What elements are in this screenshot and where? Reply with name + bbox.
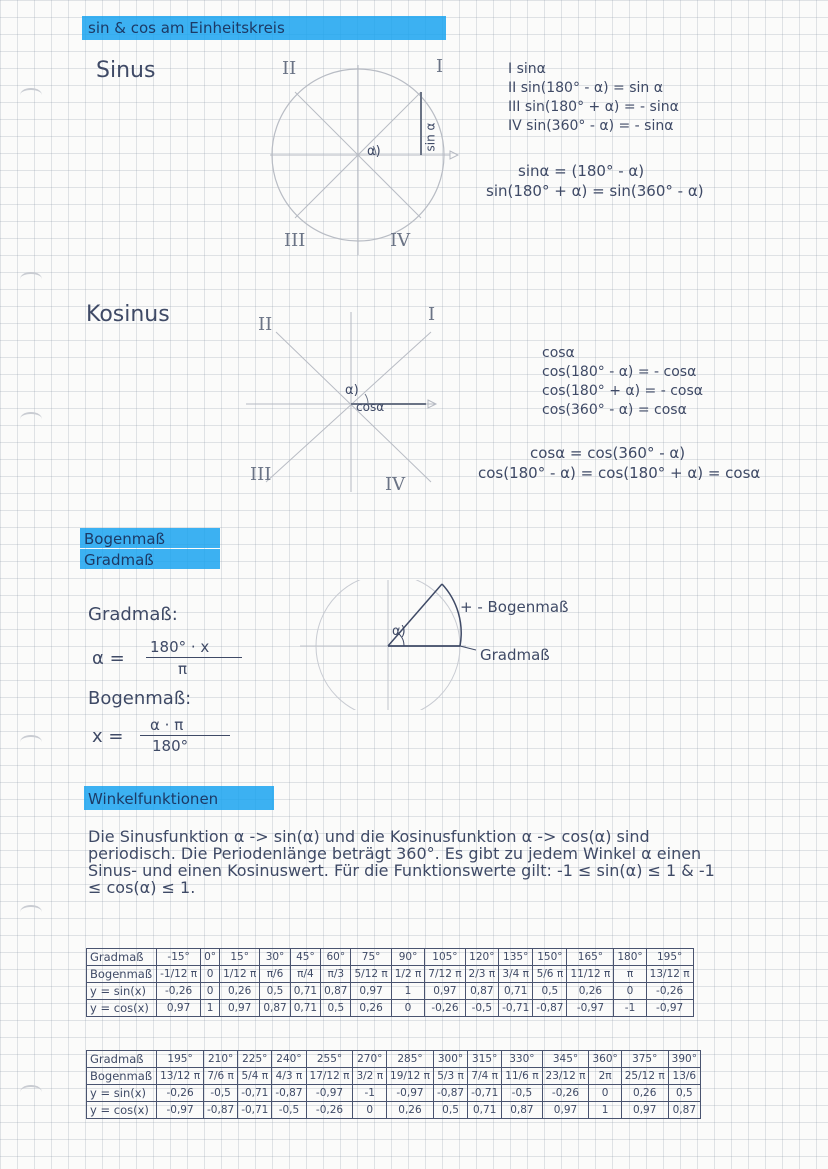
- table2-row-label: Gradmaß: [87, 1051, 157, 1068]
- table2-cell: 300°: [433, 1051, 467, 1068]
- table1-cell: 11/12 π: [567, 966, 614, 983]
- table2-cell: -0,26: [542, 1085, 589, 1102]
- table2-row-label: Bogenmaß: [87, 1068, 157, 1085]
- table2-cell: 0,97: [542, 1102, 589, 1119]
- table1-cell: 0,5: [321, 1000, 351, 1017]
- table2-cell: 4/3 π: [272, 1068, 306, 1085]
- table1-cell: 1/12 π: [220, 966, 260, 983]
- table2-cell: -0,87: [433, 1085, 467, 1102]
- table2-cell: 25/12 π: [621, 1068, 668, 1085]
- gradmass-heading: Gradmaß: [84, 551, 154, 569]
- table2-cell: 360°: [589, 1051, 621, 1068]
- gradmass-lhs: α =: [92, 648, 125, 669]
- sinus-side-label: sin α: [423, 122, 438, 152]
- table1-cell: 0,26: [567, 983, 614, 1000]
- sinus-formula-2: sin(180° + α) = sin(360° - α): [486, 182, 704, 200]
- sinus-rule-2: II sin(180° - α) = sin α: [508, 80, 663, 96]
- table1-cell: 13/12 π: [646, 966, 693, 983]
- table1-cell: -0,26: [646, 983, 693, 1000]
- table1-cell: 0,71: [499, 983, 533, 1000]
- table1-row-label: Bogenmaß: [87, 966, 157, 983]
- table1-cell: 0,71: [290, 1000, 320, 1017]
- bogenmass-numerator: α · π: [150, 716, 184, 734]
- table2-row-gradmass: [87, 1051, 701, 1068]
- table2-cell: 240°: [272, 1051, 306, 1068]
- table1-row-label: y = cos(x): [87, 1000, 157, 1017]
- table2-cell: -0,87: [204, 1102, 238, 1119]
- sinus-quadrant-i: I: [436, 56, 444, 77]
- kosinus-quadrant-i: I: [428, 304, 436, 325]
- kosinus-rule-4: cos(360° - α) = cosα: [542, 402, 687, 418]
- binder-hole: [20, 1085, 42, 1099]
- table1-cell: 0,87: [321, 983, 351, 1000]
- sinus-rule-3: III sin(180° + α) = - sinα: [508, 99, 679, 115]
- gradmass-denominator: π: [178, 660, 188, 678]
- table2-cell: 17/12 π: [306, 1068, 353, 1085]
- table2-cell: -0,87: [272, 1085, 306, 1102]
- kosinus-quadrant-ii: II: [258, 314, 273, 335]
- sinus-quadrant-ii: II: [282, 58, 297, 79]
- table2-cell: 2π: [589, 1068, 621, 1085]
- table2-cell: -0,97: [157, 1102, 204, 1119]
- gradmass-label: Gradmaß:: [88, 604, 178, 625]
- table1-cell: 0,5: [533, 983, 567, 1000]
- table1-cell: 0,87: [260, 1000, 290, 1017]
- table1-cell: 195°: [646, 949, 693, 966]
- table1-cell: -0,26: [157, 983, 201, 1000]
- table1-cell: 105°: [425, 949, 465, 966]
- value-table-2: [86, 1050, 701, 1119]
- table1-cell: 1/2 π: [391, 966, 425, 983]
- table2-cell: 375°: [621, 1051, 668, 1068]
- table2-cell: -0,5: [204, 1085, 238, 1102]
- table2-cell: -0,97: [387, 1085, 434, 1102]
- table1-cell: 120°: [465, 949, 499, 966]
- table2-cell: -0,5: [272, 1102, 306, 1119]
- table2-cell: 5/4 π: [238, 1068, 272, 1085]
- kosinus-rule-2: cos(180° - α) = - cosα: [542, 364, 697, 380]
- value-table-1: [86, 948, 694, 1017]
- table1-cell: -1: [614, 1000, 646, 1017]
- table2-cell: 0,5: [668, 1085, 700, 1102]
- table1-cell: 0: [201, 966, 220, 983]
- table2-cell: 270°: [353, 1051, 387, 1068]
- binder-hole: [20, 412, 42, 426]
- table2-cell: 330°: [502, 1051, 542, 1068]
- table1-cell: 0: [201, 983, 220, 1000]
- binder-hole: [20, 905, 42, 919]
- sinus-angle-label: α): [367, 144, 381, 159]
- table1-cell: 0: [391, 1000, 425, 1017]
- table1-cell: -15°: [157, 949, 201, 966]
- sinus-heading: Sinus: [96, 58, 156, 83]
- sinus-rule-1: I sinα: [508, 61, 546, 77]
- table2-cell: 23/12 π: [542, 1068, 589, 1085]
- table2-cell: 0,71: [468, 1102, 502, 1119]
- table2-row-label: y = cos(x): [87, 1102, 157, 1119]
- table2-cell: 11/6 π: [502, 1068, 542, 1085]
- arc-label: + - Bogenmaß: [460, 598, 569, 616]
- binder-hole: [20, 735, 42, 749]
- table2-cell: 19/12 π: [387, 1068, 434, 1085]
- table2-cell: 210°: [204, 1051, 238, 1068]
- bogenmass-denominator: 180°: [152, 737, 189, 755]
- table1-cell: π: [614, 966, 646, 983]
- sinus-rule-4: IV sin(360° - α) = - sinα: [508, 118, 674, 134]
- binder-hole: [20, 88, 42, 102]
- table1-row-sin: [87, 983, 694, 1000]
- kosinus-heading: Kosinus: [86, 302, 170, 327]
- bogenmass-heading: Bogenmaß: [84, 530, 165, 548]
- table2-cell: 3/2 π: [353, 1068, 387, 1085]
- table1-cell: 0,97: [157, 1000, 201, 1017]
- table1-cell: 165°: [567, 949, 614, 966]
- table2-cell: 0,5: [433, 1102, 467, 1119]
- sinus-formula-1: sinα = (180° - α): [518, 162, 645, 180]
- table1-cell: -0,87: [533, 1000, 567, 1017]
- kosinus-angle-label: α): [345, 383, 359, 398]
- table1-cell: 0,71: [290, 983, 320, 1000]
- table2-cell: -0,26: [306, 1102, 353, 1119]
- kosinus-quadrant-iii: III: [250, 464, 272, 485]
- table2-cell: 5/3 π: [433, 1068, 467, 1085]
- binder-hole: [20, 272, 42, 286]
- table1-cell: 150°: [533, 949, 567, 966]
- table1-row-cos: [87, 1000, 694, 1017]
- table2-cell: -0,71: [238, 1085, 272, 1102]
- table1-cell: 3/4 π: [499, 966, 533, 983]
- table2-cell: 7/6 π: [204, 1068, 238, 1085]
- table2-cell: 225°: [238, 1051, 272, 1068]
- table2-cell: 195°: [157, 1051, 204, 1068]
- bogenmass-diagram: [296, 580, 476, 710]
- kosinus-rule-1: cosα: [542, 345, 575, 361]
- table1-cell: 0,5: [260, 983, 290, 1000]
- kosinus-formula-2: cos(180° - α) = cos(180° + α) = cosα: [478, 464, 761, 482]
- kosinus-side-label: cosα: [356, 400, 385, 414]
- table1-cell: 180°: [614, 949, 646, 966]
- bogen-angle-label: α): [392, 624, 406, 639]
- table2-row-bogenmass: [87, 1068, 701, 1085]
- table1-cell: -0,5: [465, 1000, 499, 1017]
- winkel-paragraph: Die Sinusfunktion α -> sin(α) und die Kosinusfunktion α -> cos(α) sind periodisch. Die Periodenlänge beträgt 360°. Es gibt zu jedem Winkel α einen Sinus- und einen Kosinuswert. Für die Funktionswerte gilt: -1 ≤ sin(α) ≤ 1 & -1 ≤ cos(α) ≤ 1.: [88, 827, 715, 897]
- gradmass-numerator: 180° · x: [150, 638, 210, 656]
- table1-cell: -0,26: [425, 1000, 465, 1017]
- table1-cell: -1/12 π: [157, 966, 201, 983]
- table2-cell: 1: [589, 1102, 621, 1119]
- table2-cell: 390°: [668, 1051, 700, 1068]
- table2-cell: -0,71: [468, 1085, 502, 1102]
- bogenmass-fraction-bar: [140, 735, 230, 736]
- kosinus-rules: [542, 344, 703, 420]
- winkel-heading: Winkelfunktionen: [88, 790, 219, 808]
- table1-cell: π/6: [260, 966, 290, 983]
- table2-cell: -0,97: [306, 1085, 353, 1102]
- kosinus-formula-1: cosα = cos(360° - α): [530, 444, 686, 462]
- table2-cell: 13/6: [668, 1068, 700, 1085]
- table1-cell: 0,97: [351, 983, 391, 1000]
- table1-cell: 90°: [391, 949, 425, 966]
- table2-cell: 7/4 π: [468, 1068, 502, 1085]
- table1-row-label: Gradmaß: [87, 949, 157, 966]
- table2-cell: -0,26: [157, 1085, 204, 1102]
- table1-cell: 45°: [290, 949, 320, 966]
- sinus-quadrant-iv: IV: [390, 230, 411, 251]
- table1-cell: 5/12 π: [351, 966, 391, 983]
- table1-cell: -0,97: [646, 1000, 693, 1017]
- bogenmass-label: Bogenmaß:: [88, 688, 192, 709]
- table1-cell: 0°: [201, 949, 220, 966]
- sinus-quadrant-iii: III: [284, 230, 306, 251]
- table1-cell: 15°: [220, 949, 260, 966]
- table2-cell: 0,87: [502, 1102, 542, 1119]
- table2-cell: 285°: [387, 1051, 434, 1068]
- table1-cell: 30°: [260, 949, 290, 966]
- table1-cell: 0,97: [220, 1000, 260, 1017]
- table1-cell: 2/3 π: [465, 966, 499, 983]
- table1-cell: 0,26: [351, 1000, 391, 1017]
- radius-label: Gradmaß: [480, 646, 550, 664]
- table1-cell: -0,97: [567, 1000, 614, 1017]
- kosinus-quadrant-iv: IV: [385, 474, 406, 495]
- table2-cell: 315°: [468, 1051, 502, 1068]
- table2-row-label: y = sin(x): [87, 1085, 157, 1102]
- table2-cell: 0,97: [621, 1102, 668, 1119]
- table2-cell: -1: [353, 1085, 387, 1102]
- table2-cell: 0,26: [621, 1085, 668, 1102]
- table1-cell: 7/12 π: [425, 966, 465, 983]
- table1-cell: 135°: [499, 949, 533, 966]
- gradmass-fraction-bar: [146, 657, 242, 658]
- table2-cell: 0,26: [387, 1102, 434, 1119]
- table2-cell: -0,71: [238, 1102, 272, 1119]
- table1-cell: 60°: [321, 949, 351, 966]
- table1-row-bogenmass: [87, 966, 694, 983]
- sinus-quadrant-rules: [508, 60, 679, 136]
- kosinus-rule-3: cos(180° + α) = - cosα: [542, 383, 703, 399]
- table1-cell: 0: [614, 983, 646, 1000]
- table1-cell: π/3: [321, 966, 351, 983]
- table1-cell: -0,71: [499, 1000, 533, 1017]
- table2-cell: 345°: [542, 1051, 589, 1068]
- table2-row-sin: [87, 1085, 701, 1102]
- table1-cell: 0,87: [465, 983, 499, 1000]
- table1-cell: 0,26: [220, 983, 260, 1000]
- table1-cell: 1: [391, 983, 425, 1000]
- table2-cell: 255°: [306, 1051, 353, 1068]
- table1-cell: 0,97: [425, 983, 465, 1000]
- table1-row-label: y = sin(x): [87, 983, 157, 1000]
- table2-cell: 0: [589, 1085, 621, 1102]
- table2-cell: 0,87: [668, 1102, 700, 1119]
- table2-cell: -0,5: [502, 1085, 542, 1102]
- table1-cell: 75°: [351, 949, 391, 966]
- table2-cell: 13/12 π: [157, 1068, 204, 1085]
- bogenmass-lhs: x =: [92, 726, 124, 747]
- table1-cell: π/4: [290, 966, 320, 983]
- page-title: sin & cos am Einheitskreis: [88, 19, 285, 37]
- table2-cell: 0: [353, 1102, 387, 1119]
- table1-cell: 1: [201, 1000, 220, 1017]
- table2-row-cos: [87, 1102, 701, 1119]
- table1-row-gradmass: [87, 949, 694, 966]
- table1-cell: 5/6 π: [533, 966, 567, 983]
